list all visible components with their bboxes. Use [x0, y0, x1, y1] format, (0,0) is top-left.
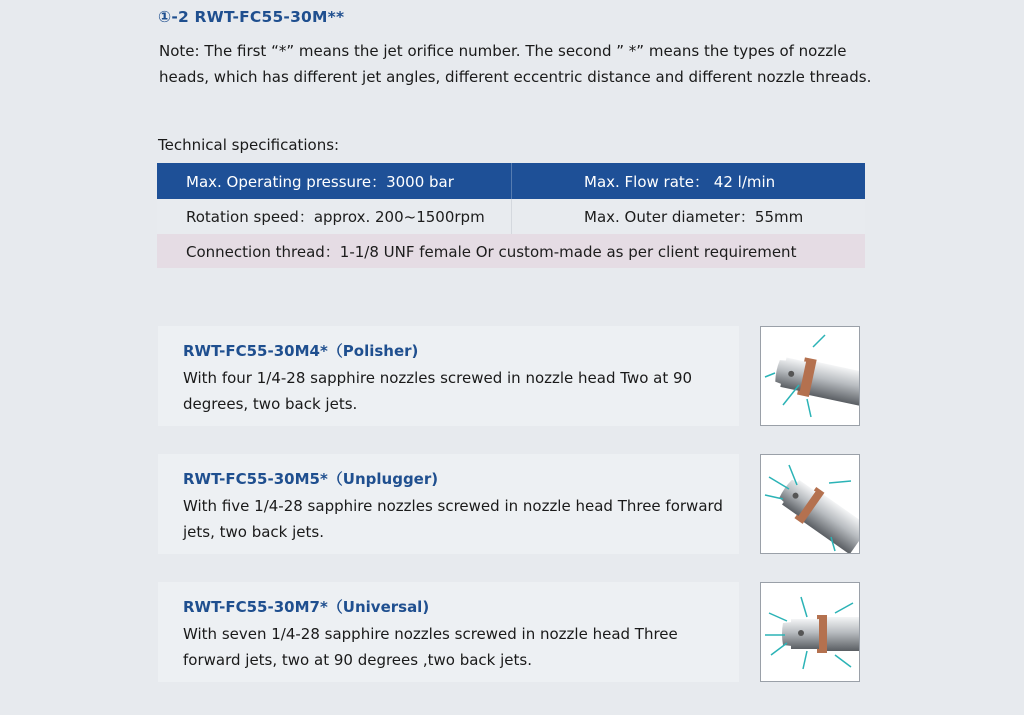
spec-row-1	[157, 163, 865, 199]
product-description: With seven 1/4-28 sapphire nozzles screwed in nozzle head Three forward jets, two at 90 degrees ,two back jets.	[183, 625, 678, 669]
product-card-unplugger	[158, 454, 739, 554]
spec-rotation-speed: Rotation speed：approx. 200~1500rpm	[157, 199, 512, 234]
product-description: With four 1/4-28 sapphire nozzles screwed in nozzle head Two at 90 degrees, two back jets.	[183, 369, 693, 413]
polisher-nozzle-image	[760, 326, 860, 426]
product-title: RWT-FC55-30M5*（Unplugger)	[183, 470, 439, 488]
product-title: RWT-FC55-30M4*（Polisher)	[183, 342, 419, 360]
product-card-universal	[158, 582, 739, 682]
note-text: Note: The first “*” means the jet orifice number. The second ” *” means the types of nozzle heads, which has different jet angles, different eccentric distance and different nozzle threads.	[159, 42, 872, 86]
spec-row-2	[157, 199, 865, 234]
unplugger-nozzle-image	[760, 454, 860, 554]
spec-operating-pressure: Max. Operating pressure：3000 bar	[157, 163, 512, 199]
spec-outer-diameter: Max. Outer diameter：55mm	[584, 208, 804, 226]
section-heading: ①-2 RWT-FC55-30M**	[158, 8, 345, 26]
spec-table	[157, 163, 865, 268]
universal-nozzle-image	[760, 582, 860, 682]
spec-row-3	[157, 234, 865, 268]
product-card-polisher	[158, 326, 739, 426]
spec-connection-thread: Connection thread：1-1/8 UNF female Or custom-made as per client requirement	[186, 242, 797, 261]
product-description: With five 1/4-28 sapphire nozzles screwed in nozzle head Three forward jets, two back jets.	[183, 497, 723, 541]
product-title: RWT-FC55-30M7*（Universal)	[183, 598, 430, 616]
spec-title: Technical specifications:	[158, 136, 340, 154]
spec-flow-rate: Max. Flow rate： 42 l/min	[584, 172, 776, 191]
